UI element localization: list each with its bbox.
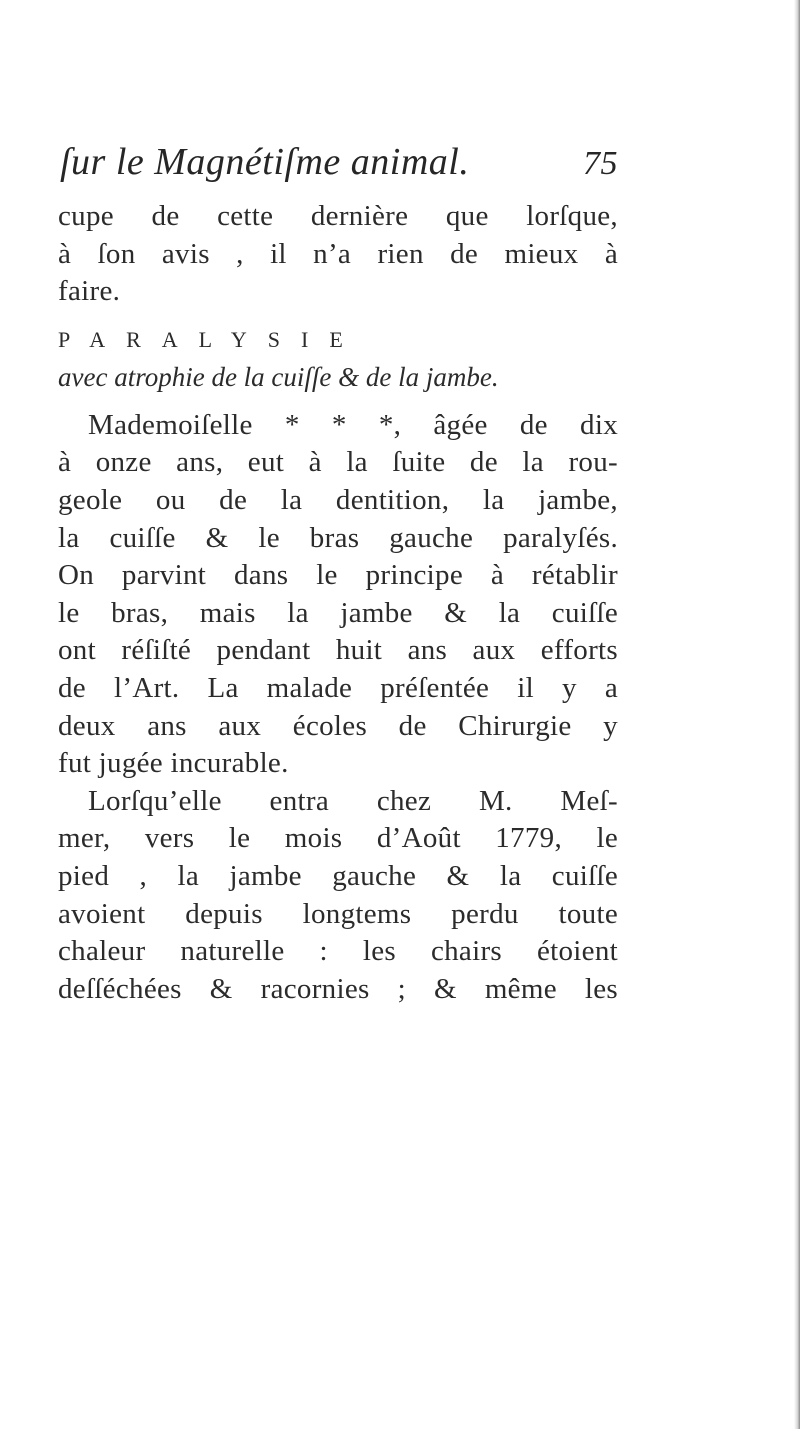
text-line: deſſéchées & racornies ; & même les: [58, 972, 618, 1005]
text-line: ont réſiſté pendant huit ans aux efforts: [58, 634, 618, 667]
text-line: avoient depuis longtems perdu toute: [58, 897, 618, 930]
text-line: le bras, mais la jambe & la cuiſſe: [58, 596, 618, 629]
text-line: chaleur naturelle : les chairs étoient: [58, 935, 618, 968]
text-line: la cuiſſe & le bras gauche paralyſés.: [58, 521, 618, 554]
text-line: fut jugée incurable.: [58, 747, 289, 780]
text-line: geole ou de la dentition, la jambe,: [58, 483, 618, 516]
section-title: PARALYSIE: [58, 326, 364, 352]
paragraph-2: [58, 783, 618, 1009]
text-line: à onze ans, eut à la ſuite de la rou-: [58, 446, 618, 479]
text-line: de l’Art. La malade préſentée il y a: [58, 671, 618, 704]
text-line: Lorſqu’elle entra chez M. Meſ-: [88, 784, 618, 817]
text-line: faire.: [58, 275, 121, 308]
text-line: deux ans aux écoles de Chirurgie y: [58, 709, 618, 742]
text-line: On parvint dans le principe à rétablir: [58, 559, 618, 592]
text-line: mer, vers le mois d’Août 1779, le: [58, 822, 618, 855]
page-text-block: [58, 140, 618, 1008]
text-line: cupe de cette dernière que lorſque,: [58, 200, 618, 232]
running-head: [58, 140, 618, 198]
text-line: à ſon avis , il n’a rien de mieux à: [58, 237, 618, 270]
section-subtitle: avec atrophie de la cuiſſe & de la jambe.: [58, 361, 499, 392]
paragraph-1: [58, 407, 618, 783]
page-edge-shadow: [794, 0, 800, 1429]
text-line: Mademoiſelle * * *, âgée de dix: [88, 408, 618, 441]
running-head-title: ſur le Magnétiſme animal.: [60, 141, 470, 183]
text-line: pied , la jambe gauche & la cuiſſe: [58, 859, 618, 892]
intro-lines: [58, 198, 618, 311]
page-number: 75: [583, 145, 618, 182]
